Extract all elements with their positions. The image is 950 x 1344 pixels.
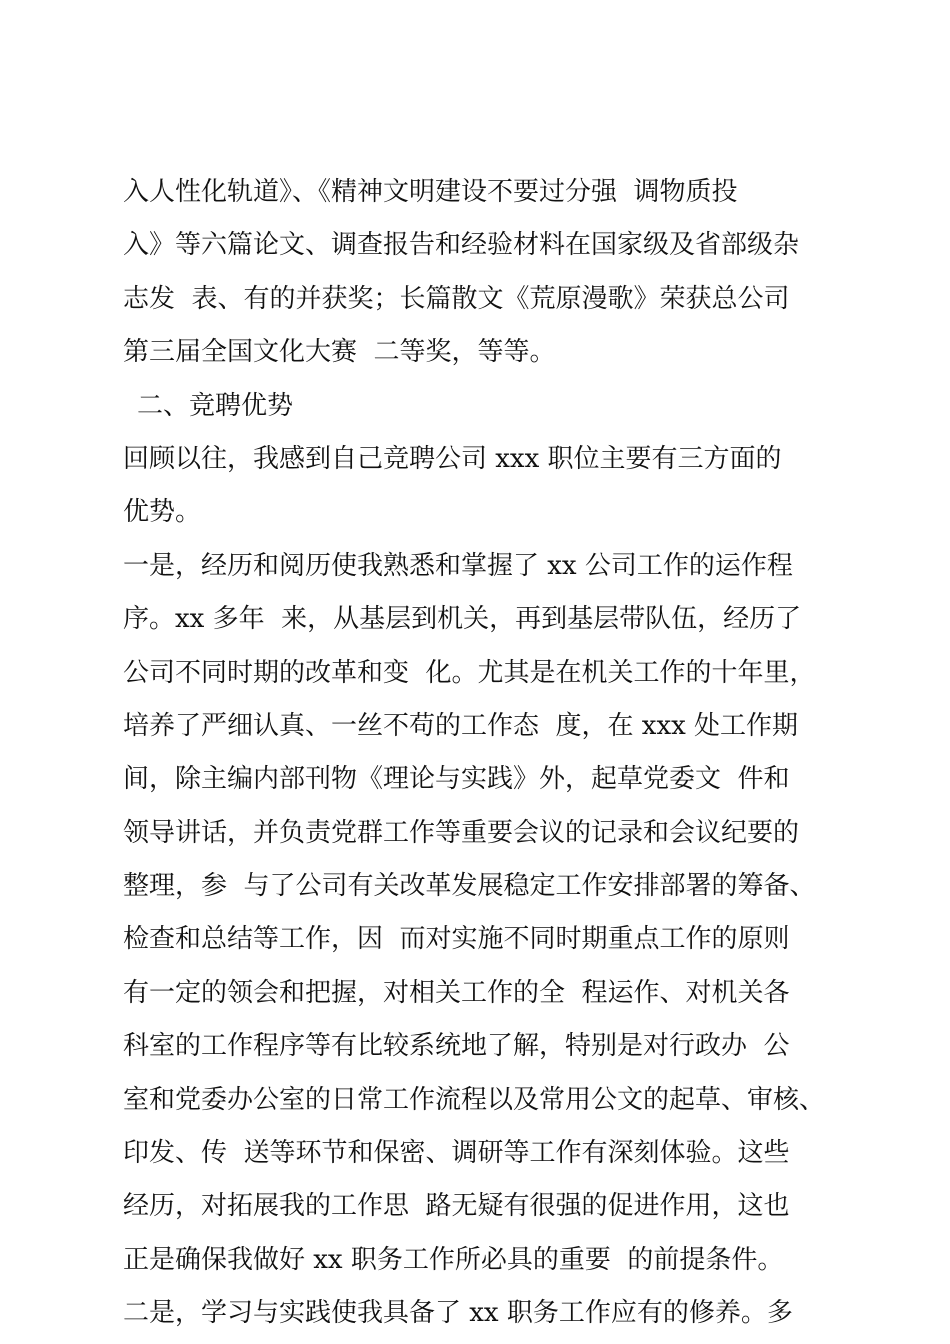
text-line: 经历，对拓展我的工作思 路无疑有很强的促进作用，这也	[123, 1191, 790, 1222]
text-line: 公司不同时期的改革和变 化。尤其是在机关工作的十年里，	[123, 657, 816, 688]
text-line: 有一定的领会和把握，对相关工作的全 程运作、对机关各	[123, 977, 790, 1008]
text-line: 培养了严细认真、一丝不苟的工作态 度，在 xxx 处工作期	[123, 710, 799, 741]
text-line: 序。xx 多年 来，从基层到机关，再到基层带队伍，经历了	[123, 604, 802, 635]
section-heading: 二、竞聘优势	[137, 390, 294, 421]
text-line: 领导讲话，并负责党群工作等重要会议的记录和会议纪要的	[123, 817, 800, 848]
text-line: 优势。	[123, 497, 202, 528]
text-line: 第三届全国文化大赛 二等奖，等等。	[123, 337, 556, 368]
text-line: 间，除主编内部刊物《理论与实践》外，起草党委文 件和	[123, 764, 790, 795]
text-line: 整理，参 与了公司有关改革发展稳定工作安排部署的筹备、	[123, 871, 816, 902]
text-line: 室和党委办公室的日常工作流程以及常用公文的起草、审核、	[123, 1084, 826, 1115]
text-line: 正是确保我做好 xx 职务工作所必具的重要 的前提条件。	[123, 1244, 784, 1275]
text-line: 一是，经历和阅历使我熟悉和掌握了 xx 公司工作的运作程	[123, 550, 793, 581]
text-line: 志发 表、有的并获奖；长篇散文《荒原漫歌》荣获总公司	[123, 283, 790, 314]
document-body	[123, 166, 843, 1341]
text-line: 入人性化轨道》、《精神文明建设不要过分强 调物质投	[123, 177, 738, 207]
text-line: 检查和总结等工作，因 而对实施不同时期重点工作的原则	[123, 924, 790, 955]
text-line: 二是，学习与实践使我具备了 xx 职务工作应有的修养。多	[123, 1298, 793, 1329]
text-line: 入》等六篇论文、调查报告和经验材料在国家级及省部级杂	[123, 230, 800, 261]
text-line: 科室的工作程序等有比较系统地了解，特别是对行政办 公	[123, 1031, 790, 1062]
text-line: 回顾以往，我感到自己竞聘公司 xxx 职位主要有三方面的	[123, 443, 782, 474]
text-line: 印发、传 送等环节和保密、调研等工作有深刻体验。这些	[123, 1138, 790, 1169]
